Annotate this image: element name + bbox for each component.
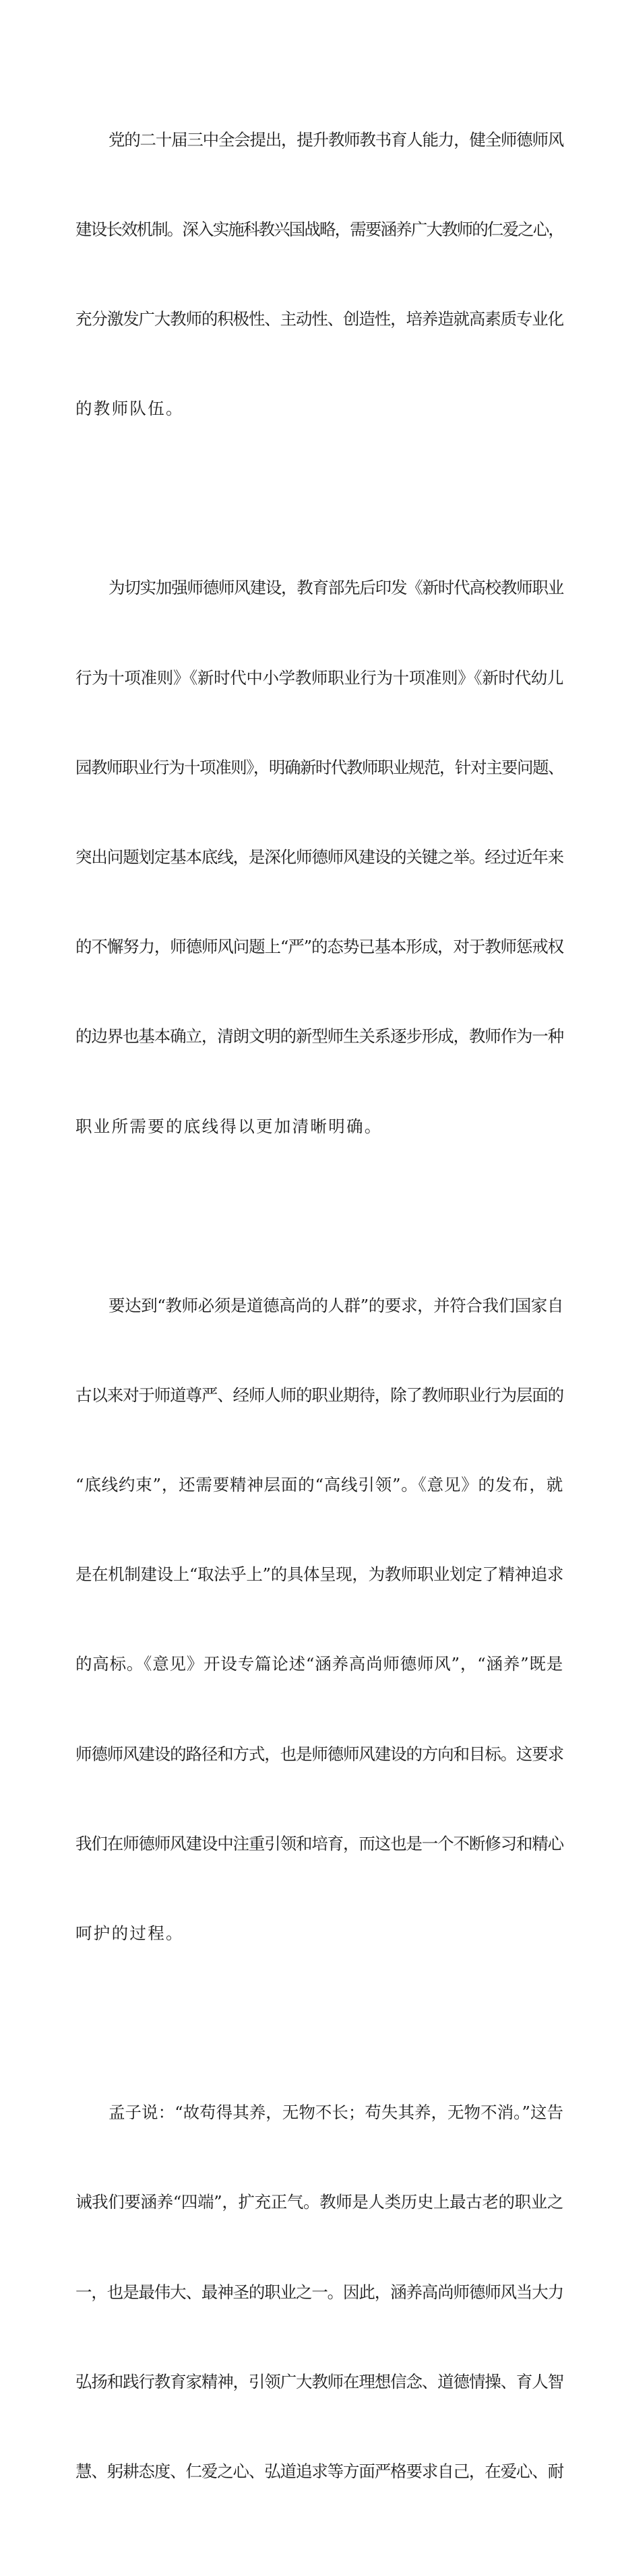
text-line: 行为十项准则》《新时代中小学教师职业行为十项准则》《新时代幼儿 bbox=[75, 667, 563, 688]
text-line: 的不懈努力，师德师风问题上“严”的态势已基本形成，对于教师惩戒权 bbox=[75, 937, 563, 957]
paragraph-2 bbox=[75, 514, 563, 1201]
text-line: 的边界也基本确立，清朗文明的新型师生关系逐步形成，教师作为一种 bbox=[75, 1026, 564, 1047]
text-line: 师德师风建设的路径和方式，也是师德师风建设的方向和目标。这要求 bbox=[75, 1744, 564, 1764]
text-line: 要达到“教师必须是道德高尚的人群”的要求，并符合我们国家自 bbox=[108, 1295, 563, 1315]
text-line: 是在机制建设上“取法乎上”的具体呈现，为教师职业划定了精神追求 bbox=[75, 1564, 563, 1585]
text-line: 弘扬和践行教育家精神，引领广大教师在理想信念、道德情操、育人智 bbox=[75, 2371, 564, 2391]
text-line: 园教师职业行为十项准则》，明确新时代教师职业规范，针对主要问题、 bbox=[75, 757, 563, 777]
text-line: 的教师队伍。 bbox=[75, 399, 184, 419]
document-body bbox=[75, 65, 563, 2576]
text-line: 我们在师德师风建设中注重引领和培育，而这也是一个不断修习和精心 bbox=[75, 1833, 564, 1853]
paragraph-1 bbox=[75, 65, 563, 484]
text-line: 党的二十届三中全会提出，提升教师教书育人能力，健全师德师风 bbox=[108, 129, 563, 150]
text-line: 职业所需要的底线得以更加清晰明确。 bbox=[75, 1116, 383, 1136]
text-line: 慧、躬耕态度、仁爱之心、弘道追求等方面严格要求自己，在爱心、耐 bbox=[75, 2461, 564, 2481]
paragraph-3 bbox=[75, 1231, 563, 2008]
text-line: 古以来对于师道尊严、经师人师的职业期待，除了教师职业行为层面的 bbox=[75, 1385, 564, 1405]
text-line: 孟子说：“故苟得其养，无物不长；苟失其养，无物不消。”这告 bbox=[108, 2103, 563, 2123]
text-line: 突出问题划定基本底线，是深化师德师风建设的关键之举。经过近年来 bbox=[75, 847, 564, 867]
text-line: “底线约束”，还需要精神层面的“高线引领”。《意见》的发布，就 bbox=[75, 1475, 563, 1495]
text-line: 的高标。《意见》开设专篇论述“涵养高尚师德师风”，“涵养”既是 bbox=[75, 1654, 563, 1674]
text-line: 一，也是最伟大、最神圣的职业之一。因此，涵养高尚师德师风当大力 bbox=[75, 2282, 564, 2302]
text-line: 为切实加强师德师风建设，教育部先后印发《新时代高校教师职业 bbox=[108, 578, 563, 598]
text-line: 建设长效机制。深入实施科教兴国战略，需要涵养广大教师的仁爱之心， bbox=[75, 220, 563, 240]
paragraph-4 bbox=[75, 2038, 563, 2546]
text-line: 呵护的过程。 bbox=[75, 1923, 184, 1944]
text-line: 诫我们要涵养“四端”，扩充正气。教师是人类历史上最古老的职业之 bbox=[75, 2192, 563, 2212]
text-line: 充分激发广大教师的积极性、主动性、创造性，培养造就高素质专业化 bbox=[75, 309, 564, 329]
